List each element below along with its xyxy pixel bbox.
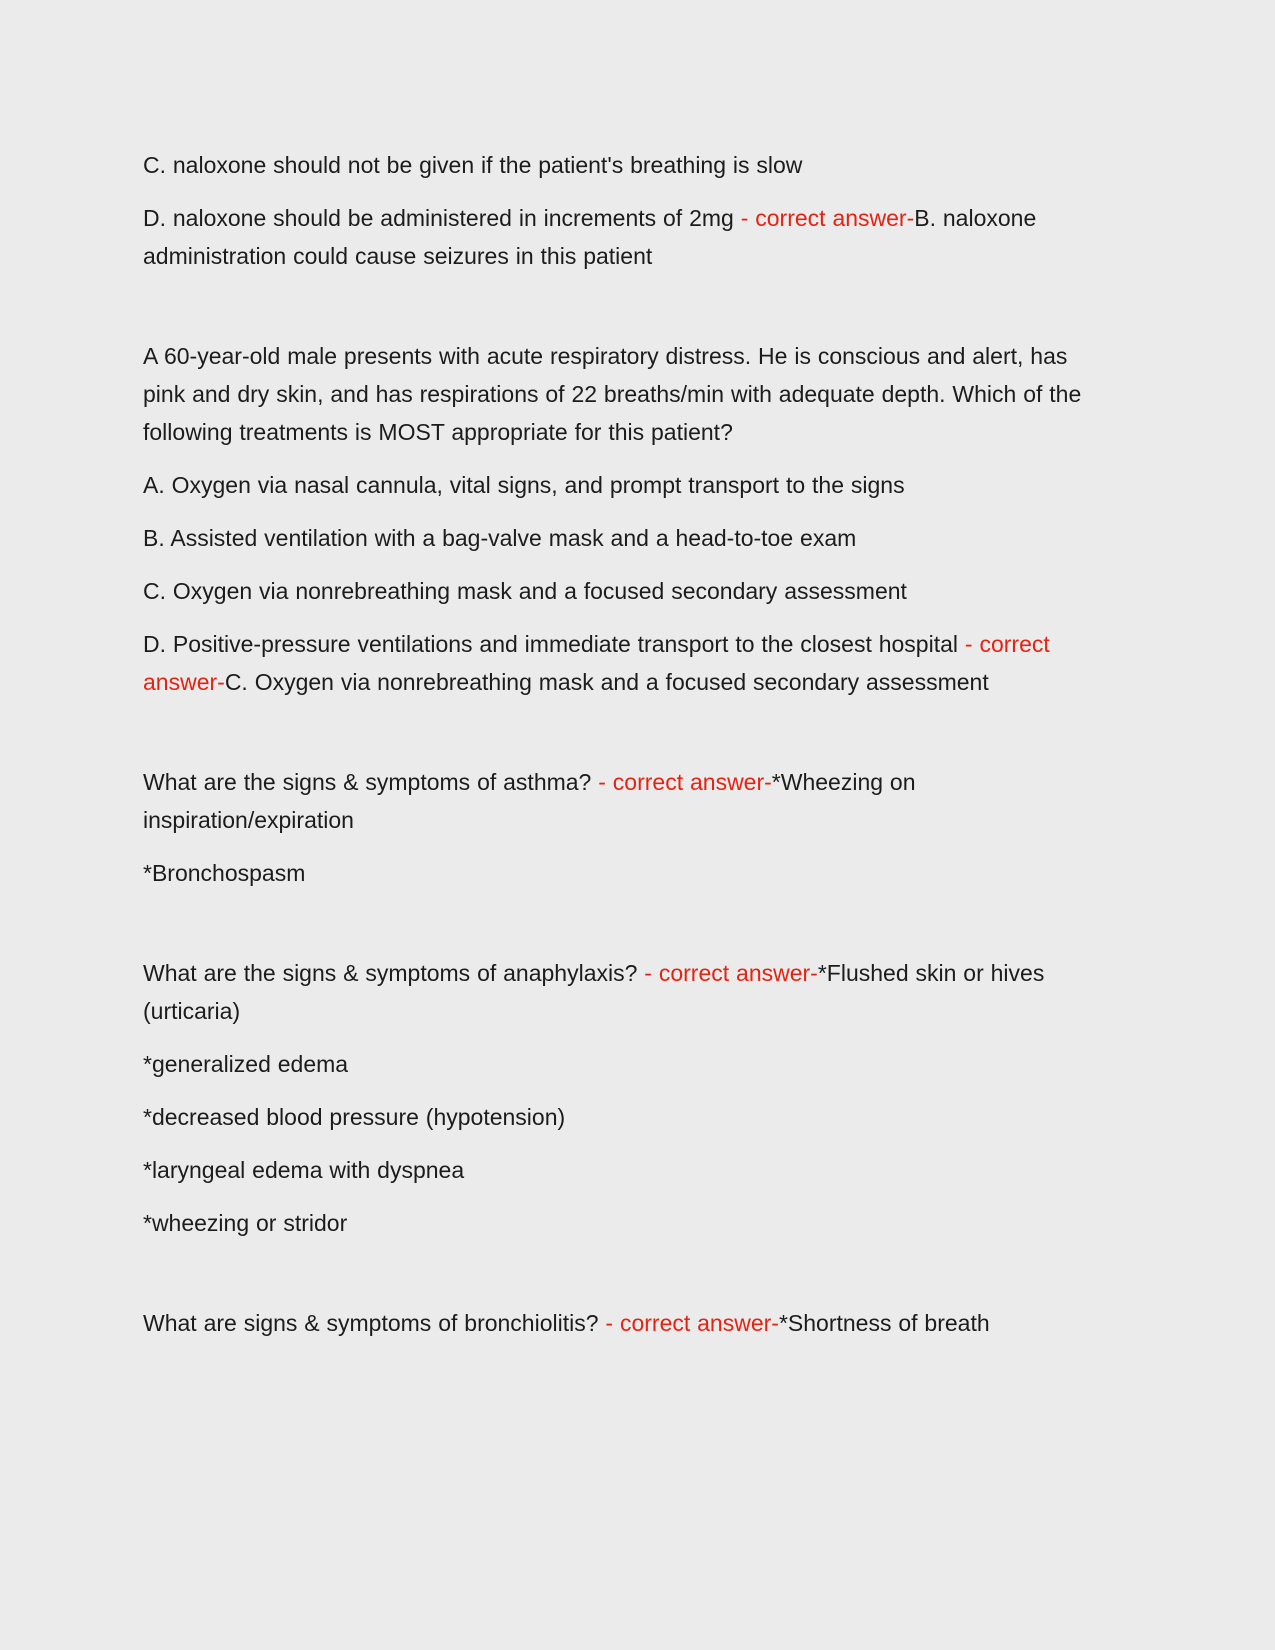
text-segment: B. Assisted ventilation with a bag-valve mask and a head-to-toe exam bbox=[143, 525, 857, 551]
text-segment: What are the signs & symptoms of anaphylaxis? bbox=[143, 960, 645, 986]
answer-option-c-nonrebreathing bbox=[143, 572, 1087, 610]
text-segment: *Flushed skin or hives (urticaria) bbox=[143, 960, 1045, 1024]
text-segment: B. naloxone administration could cause seizures in this patient bbox=[143, 205, 1037, 269]
anaphylaxis-symptom-hypotension bbox=[143, 1098, 1087, 1136]
answer-option-b-ventilation bbox=[143, 519, 1087, 557]
correct-answer-marker: - correct answer- bbox=[598, 769, 772, 795]
correct-answer-marker: - correct answer- bbox=[143, 631, 1050, 695]
correct-answer-marker: - correct answer- bbox=[605, 1310, 779, 1336]
text-segment: What are signs & symptoms of bronchiolitis? bbox=[143, 1310, 606, 1336]
correct-answer-marker: - correct answer- bbox=[644, 960, 818, 986]
question-anaphylaxis-signs bbox=[143, 954, 1087, 1030]
text-segment: D. Positive-pressure ventilations and immediate transport to the closest hospital bbox=[143, 631, 965, 657]
correct-answer-marker: - correct answer- bbox=[740, 205, 915, 231]
answer-option-d-naloxone-with-answer bbox=[143, 199, 1087, 275]
question-bronchiolitis-signs bbox=[143, 1304, 1087, 1342]
text-segment: *decreased blood pressure (hypotension) bbox=[143, 1104, 566, 1130]
text-segment: C. Oxygen via nonrebreathing mask and a focused secondary assessment bbox=[224, 669, 989, 695]
question-respiratory-distress bbox=[143, 337, 1087, 451]
text-segment: *laryngeal edema with dyspnea bbox=[143, 1157, 465, 1183]
anaphylaxis-symptom-laryngeal-edema bbox=[143, 1151, 1087, 1189]
question-asthma-signs bbox=[143, 763, 1087, 839]
text-segment: *Bronchospasm bbox=[143, 860, 306, 886]
answer-option-a-oxygen bbox=[143, 466, 1087, 504]
text-segment: A 60-year-old male presents with acute respiratory distress. He is conscious and alert, has pink and dry skin, and has respirations of 22 breaths/min with adequate depth. Which of the following treatments is MOST appropriate for this patient? bbox=[143, 343, 1082, 445]
text-segment: *generalized edema bbox=[143, 1051, 349, 1077]
text-segment: *Shortness of breath bbox=[778, 1310, 990, 1336]
answer-option-d-positive-pressure-with-answer bbox=[143, 625, 1087, 701]
text-segment: *Wheezing on inspiration/expiration bbox=[143, 769, 916, 833]
text-segment: C. Oxygen via nonrebreathing mask and a focused secondary assessment bbox=[143, 578, 907, 604]
text-segment: C. naloxone should not be given if the patient's breathing is slow bbox=[143, 152, 803, 178]
text-segment: *wheezing or stridor bbox=[143, 1210, 348, 1236]
asthma-symptom-bronchospasm bbox=[143, 854, 1087, 892]
answer-option-c-naloxone bbox=[143, 146, 1087, 184]
text-segment: What are the signs & symptoms of asthma? bbox=[143, 769, 599, 795]
anaphylaxis-symptom-wheezing bbox=[143, 1204, 1087, 1242]
text-segment: A. Oxygen via nasal cannula, vital signs, and prompt transport to the signs bbox=[143, 472, 905, 498]
text-segment: D. naloxone should be administered in increments of 2mg bbox=[143, 205, 741, 231]
anaphylaxis-symptom-edema bbox=[143, 1045, 1087, 1083]
